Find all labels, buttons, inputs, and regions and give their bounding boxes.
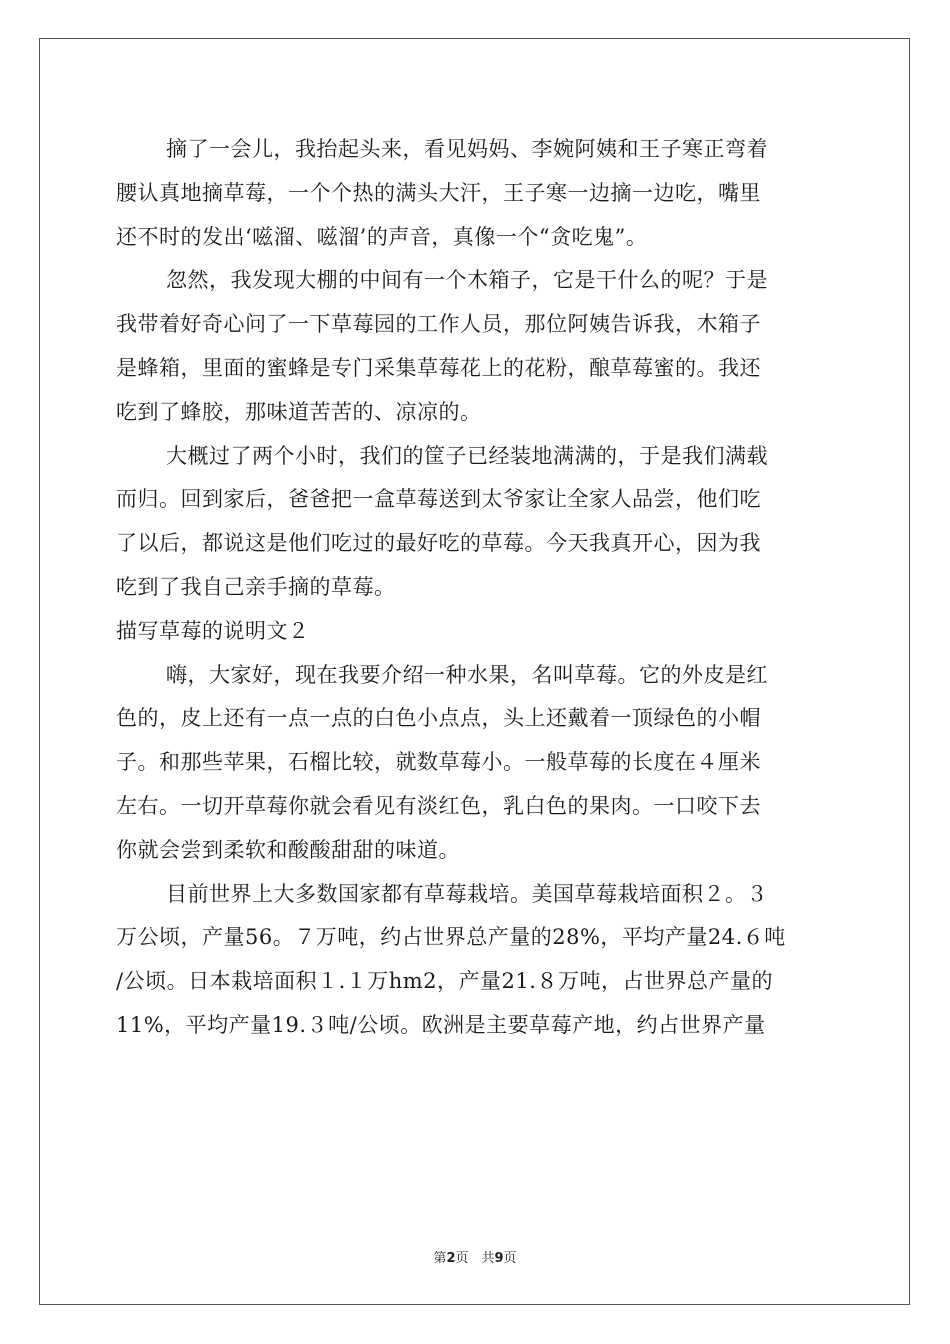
paragraph-line: 摘了一会儿，我抬起头来，看见妈妈、李婉阿姨和王子寒正弯着 (166, 137, 768, 161)
paragraph-line: 还不时的发出‘嗞溜、嗞溜’的声音，真像一个“贪吃鬼”。 (116, 224, 648, 249)
paragraph-line: 忽然，我发现大棚的中间有一个木箱子，它是干什么的呢？于是 (166, 268, 768, 293)
footer-suffix: 页 (503, 1251, 517, 1266)
paragraph-line: 我带着好奇心问了一下草莓园的工作人员，那位阿姨告诉我，木箱子 (116, 312, 761, 337)
paragraph-line: 子。和那些苹果，石榴比较，就数草莓小。一般草莓的长度在４厘米 (116, 750, 761, 775)
document-body (116, 128, 838, 1048)
page-footer (0, 1247, 950, 1266)
paragraph-line: 是蜂箱，里面的蜜蜂是专门采集草莓花上的花粉，酿草莓蜜的。我还 (116, 355, 761, 380)
page-total: 9 (494, 1251, 504, 1266)
footer-prefix: 第 (433, 1251, 447, 1266)
page-number: 2 (446, 1251, 456, 1266)
paragraph-line: 了以后，都说这是他们吃过的最好吃的草莓。今天我真开心，因为我 (116, 531, 761, 556)
paragraph-line: 你就会尝到柔软和酸酸甜甜的味道。 (116, 837, 460, 862)
paragraph-line: 色的，皮上还有一点一点的白色小点点，头上还戴着一顶绿色的小帽 (116, 706, 761, 731)
section-heading: 描写草莓的说明文２ (116, 618, 310, 643)
paragraph-line: 目前世界上大多数国家都有草莓栽培。美国草莓栽培面积２。３ (166, 881, 768, 906)
paragraph-line: 吃到了蜂胶，那味道苦苦的、凉凉的。 (116, 399, 482, 424)
paragraph-line: 嗨，大家好，现在我要介绍一种水果，名叫草莓。它的外皮是红 (166, 662, 768, 687)
paragraph-line: 吃到了我自己亲手摘的草莓。 (116, 574, 396, 599)
paragraph-line: 大概过了两个小时，我们的筐子已经装地满满的，于是我们满载 (166, 443, 768, 468)
paragraph-line: 万公顷，产量56。７万吨，约占世界总产量的28%，平均产量24.６吨 (116, 925, 786, 950)
footer-mid: 页 共 (455, 1251, 495, 1266)
paragraph-line: /公顷。日本栽培面积１.１万hm2，产量21.８万吨，占世界总产量的 (116, 969, 773, 994)
paragraph-line: 腰认真地摘草莓，一个个热的满头大汗，王子寒一边摘一边吃，嘴里 (116, 180, 761, 205)
paragraph-line: 左右。一切开草莓你就会看见有淡红色，乳白色的果肉。一口咬下去 (116, 793, 761, 818)
paragraph-line: 11%，平均产量19.３吨/公顷。欧洲是主要草莓产地，约占世界产量 (116, 1012, 766, 1037)
paragraph-line: 而归。回到家后，爸爸把一盒草莓送到太爷家让全家人品尝，他们吃 (116, 487, 761, 512)
